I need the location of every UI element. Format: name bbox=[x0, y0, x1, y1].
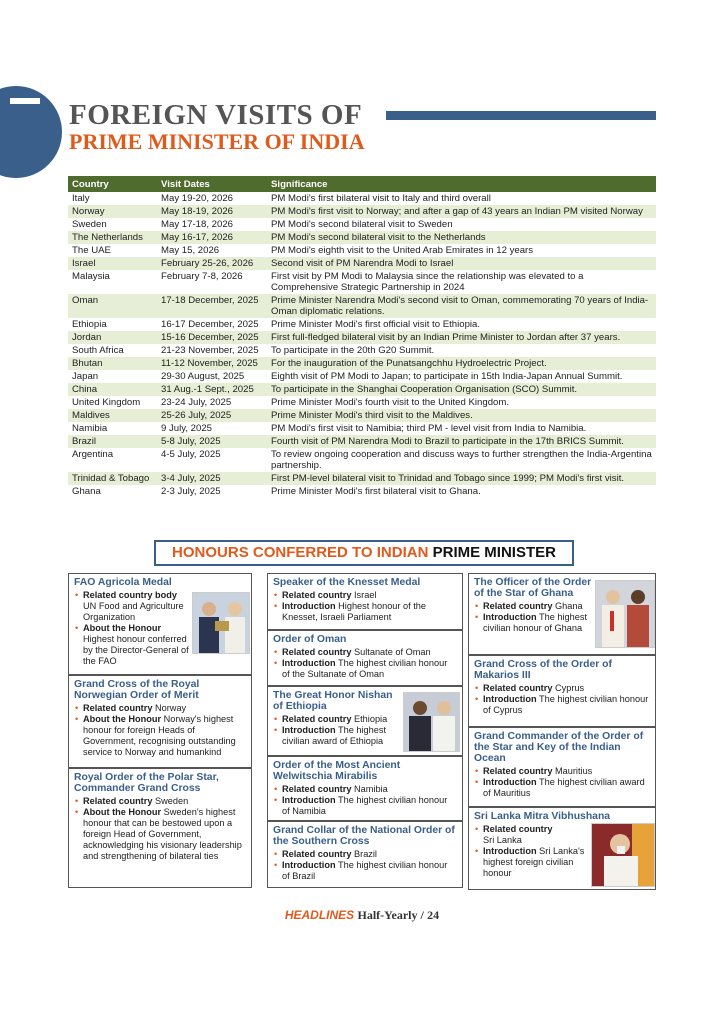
footer-brand: HEADLINES bbox=[284, 908, 355, 922]
honour-item: • Introduction The highest civilian award of Mauritius bbox=[474, 777, 650, 799]
honour-title: Grand Cross of the Order of Makarios III bbox=[474, 659, 612, 681]
honour-card-norway bbox=[68, 675, 252, 768]
dates-cell: 4-5 July, 2025 bbox=[161, 449, 221, 460]
visits-table bbox=[68, 176, 656, 498]
honour-item: • Related country Namibia bbox=[273, 784, 457, 795]
honour-item: • Related country Ghana bbox=[474, 601, 599, 612]
column-header: Significance bbox=[267, 176, 656, 192]
honour-title: Order of the Most Ancient Welwitschia Mirabilis bbox=[273, 760, 401, 782]
dates-cell: February 25-26, 2026 bbox=[157, 257, 267, 270]
table-row bbox=[68, 257, 656, 270]
country-cell: Sweden bbox=[72, 219, 107, 230]
table-row bbox=[68, 331, 656, 344]
honour-item: • Introduction The highest civilian honour of Cyprus bbox=[474, 694, 650, 716]
honour-card-sweden bbox=[68, 768, 252, 888]
significance-cell: Prime Minister Modi's first official visit to Ethiopia. bbox=[271, 319, 481, 330]
award-photo bbox=[591, 823, 655, 887]
honour-title: Sri Lanka Mitra Vibhushana bbox=[474, 811, 611, 822]
table-row bbox=[68, 294, 656, 318]
significance-cell: PM Modi's second bilateral visit to Sweden bbox=[271, 219, 453, 230]
dates-cell: 2-3 July, 2025 bbox=[161, 486, 221, 497]
dates-cell: May 15, 2026 bbox=[161, 245, 220, 256]
country-cell: Jordan bbox=[68, 331, 157, 344]
country-cell: Brazil bbox=[68, 435, 157, 448]
dates-cell: 5-8 July, 2025 bbox=[157, 435, 267, 448]
dates-cell: May 16-17, 2026 bbox=[157, 231, 267, 244]
dates-cell: May 19-20, 2026 bbox=[161, 193, 233, 204]
page-title: FOREIGN VISITS OF bbox=[69, 99, 363, 131]
table-row bbox=[68, 472, 656, 485]
honour-item: • Introduction Highest honour of the Knesset, Israeli Parliament bbox=[273, 601, 457, 623]
country-cell: Trinidad & Tobago bbox=[68, 472, 157, 485]
significance-cell: Prime Minister Narendra Modi's second visit to Oman, commemorating 70 years of India-Oman diplomatic relations. bbox=[267, 294, 656, 318]
honour-title: FAO Agricola Medal bbox=[74, 577, 172, 588]
country-cell: Oman bbox=[68, 294, 157, 318]
honour-title: Order of Oman bbox=[273, 634, 347, 645]
country-cell: Ghana bbox=[72, 486, 101, 497]
honour-item: • Related country Norway bbox=[74, 703, 246, 714]
honour-title: Grand Cross of the Royal Norwegian Order of Merit bbox=[74, 679, 200, 701]
dates-cell: 29-30 August, 2025 bbox=[161, 371, 245, 382]
dates-cell: 25-26 July, 2025 bbox=[157, 409, 267, 422]
honour-item: • Related country Israel bbox=[273, 590, 457, 601]
honour-item: • Related country Mauritius bbox=[474, 766, 650, 777]
significance-cell: Eighth visit of PM Modi to Japan; to participate in 15th India-Japan Annual Summit. bbox=[271, 371, 623, 382]
significance-cell: PM Modi's eighth visit to the United Arab Emirates in 12 years bbox=[271, 245, 534, 256]
page-subtitle: PRIME MINISTER OF INDIA bbox=[69, 129, 365, 154]
page-number: 24 bbox=[427, 908, 440, 922]
significance-cell: First visit by PM Modi to Malaysia since the relationship was elevated to a Comprehensive Strategic Partnership in 2024 bbox=[271, 271, 584, 293]
award-photo bbox=[192, 592, 250, 654]
country-cell: Japan bbox=[72, 371, 99, 382]
significance-cell: For the inauguration of the Punatsangchhu Hydroelectric Project. bbox=[267, 357, 656, 370]
honour-card-srilanka bbox=[468, 807, 656, 890]
significance-cell: To participate in the 20th G20 Summit. bbox=[271, 345, 435, 356]
section-tab-marker bbox=[0, 86, 62, 178]
country-cell: Namibia bbox=[72, 423, 108, 434]
country-cell: Bhutan bbox=[68, 357, 157, 370]
significance-cell: PM Modi's first visit to Namibia; third PM - level visit from India to Namibia. bbox=[271, 423, 587, 434]
country-cell: Ethiopia bbox=[72, 319, 107, 330]
dates-cell: May 18-19, 2026 bbox=[157, 205, 267, 218]
country-cell: The Netherlands bbox=[68, 231, 157, 244]
honour-title: Speaker of the Knesset Medal bbox=[273, 577, 421, 588]
honour-card-ghana bbox=[468, 573, 656, 655]
significance-cell: Prime Minister Modi's fourth visit to the United Kingdom. bbox=[271, 397, 510, 408]
country-cell: China bbox=[68, 383, 157, 396]
table-body bbox=[68, 192, 656, 498]
honour-item: • Related country Sultanate of Oman bbox=[273, 647, 457, 658]
honour-card-namibia bbox=[267, 756, 463, 821]
significance-cell: PM Modi's first visit to Norway; and after a gap of 43 years an Indian PM visited Norway bbox=[267, 205, 656, 218]
country-cell: The UAE bbox=[72, 245, 111, 256]
significance-cell: Fourth visit of PM Narendra Modi to Brazil to participate in the 17th BRICS Summit. bbox=[267, 435, 656, 448]
table-header-row bbox=[68, 176, 656, 192]
country-cell: South Africa bbox=[72, 345, 124, 356]
dates-cell: 3-4 July, 2025 bbox=[157, 472, 267, 485]
dates-cell: 31 Aug.-1 Sept., 2025 bbox=[157, 383, 267, 396]
significance-cell: First full-fledged bilateral visit by an Indian Prime Minister to Jordan after 37 years. bbox=[267, 331, 656, 344]
country-cell: Maldives bbox=[68, 409, 157, 422]
honour-item: • Related country Ethiopia bbox=[273, 714, 406, 725]
honours-banner bbox=[154, 540, 574, 566]
honour-item: • About the Honour Sweden's highest honour that can be bestowed upon a foreign Head of Government, acknowledging his visionary leadership and strengthening of bilateral ties bbox=[74, 807, 246, 862]
table-row bbox=[68, 485, 656, 498]
honour-item: • Introduction Sri Lanka's highest foreign civilian honour bbox=[474, 846, 591, 879]
honour-card-knesset bbox=[267, 573, 463, 630]
page-footer bbox=[0, 908, 724, 923]
table-row bbox=[68, 318, 656, 331]
table-row bbox=[68, 370, 656, 383]
significance-cell: To review ongoing cooperation and discuss ways to further strengthen the India-Argentina partnership. bbox=[271, 449, 652, 471]
honour-title: Grand Collar of the National Order of the Southern Cross bbox=[273, 825, 455, 847]
table-row bbox=[68, 344, 656, 357]
table-row bbox=[68, 270, 656, 294]
significance-cell: To participate in the Shanghai Cooperation Organisation (SCO) Summit. bbox=[267, 383, 656, 396]
column-header: Country bbox=[68, 176, 157, 192]
table-row bbox=[68, 231, 656, 244]
footer-edition: Half-Yearly / bbox=[357, 908, 424, 922]
honour-card-brazil bbox=[267, 821, 463, 888]
table-row bbox=[68, 409, 656, 422]
honour-item: • About the Honour Highest honour conferred by the Director-General of the FAO bbox=[74, 623, 191, 667]
dates-cell: 23-24 July, 2025 bbox=[161, 397, 232, 408]
honour-item: • Related country Sri Lanka bbox=[474, 824, 591, 846]
dates-cell: 15-16 December, 2025 bbox=[157, 331, 267, 344]
dates-cell: 17-18 December, 2025 bbox=[157, 294, 267, 318]
honour-item: • About the Honour Norway's highest honour for foreign Heads of Government, recognising outstanding service to Norway and humankind bbox=[74, 714, 246, 758]
award-photo bbox=[595, 580, 655, 648]
significance-cell: PM Modi's first bilateral visit to Italy and third overall bbox=[271, 193, 491, 204]
significance-cell: Prime Minister Modi's third visit to the Maldives. bbox=[267, 409, 656, 422]
country-cell: Argentina bbox=[72, 449, 114, 460]
honour-card-oman bbox=[267, 630, 463, 686]
table-row bbox=[68, 383, 656, 396]
table-row bbox=[68, 192, 656, 205]
honour-card-mauritius bbox=[468, 727, 656, 807]
dates-cell: February 7-8, 2026 bbox=[161, 271, 243, 282]
table-row bbox=[68, 218, 656, 231]
country-cell: Norway bbox=[68, 205, 157, 218]
honours-banner-black: PRIME MINISTER bbox=[432, 544, 556, 561]
table-row bbox=[68, 205, 656, 218]
significance-cell: First PM-level bilateral visit to Trinidad and Tobago since 1999; PM Modi's first visit. bbox=[267, 472, 656, 485]
honour-item: • Related country Brazil bbox=[273, 849, 457, 860]
dates-cell: May 17-18, 2026 bbox=[161, 219, 233, 230]
table-row bbox=[68, 448, 656, 472]
honour-item: • Introduction The highest civilian honour of the Sultanate of Oman bbox=[273, 658, 457, 680]
dates-cell: 9 July, 2025 bbox=[161, 423, 213, 434]
honour-item: • Related country body UN Food and Agriculture Organization bbox=[74, 590, 191, 623]
dates-cell: 16-17 December, 2025 bbox=[161, 319, 259, 330]
honour-card-ethiopia bbox=[267, 686, 463, 756]
dates-cell: 21-23 November, 2025 bbox=[161, 345, 259, 356]
honour-title: The Officer of the Order of the Star of Ghana bbox=[474, 577, 592, 599]
country-cell: Israel bbox=[68, 257, 157, 270]
honour-item: • Introduction The highest civilian honour of Brazil bbox=[273, 860, 457, 882]
column-header: Visit Dates bbox=[157, 176, 267, 192]
country-cell: Malaysia bbox=[72, 271, 110, 282]
honour-item: • Introduction The highest civilian award of Ethiopia bbox=[273, 725, 406, 747]
honours-banner-orange: HONOURS CONFERRED TO INDIAN bbox=[172, 544, 429, 561]
significance-cell: PM Modi's second bilateral visit to the Netherlands bbox=[267, 231, 656, 244]
table-row bbox=[68, 244, 656, 257]
significance-cell: Prime Minister Modi's first bilateral visit to Ghana. bbox=[271, 486, 481, 497]
significance-cell: Second visit of PM Narendra Modi to Israel bbox=[267, 257, 656, 270]
honour-title: Grand Commander of the Order of the Star and Key of the Indian Ocean bbox=[474, 731, 644, 764]
honour-item: • Introduction The highest civilian honour of Ghana bbox=[474, 612, 599, 634]
header-rule bbox=[386, 111, 656, 120]
table-row bbox=[68, 396, 656, 409]
table-row bbox=[68, 422, 656, 435]
honour-title: Royal Order of the Polar Star, Commander Grand Cross bbox=[74, 772, 219, 794]
honour-card-cyprus bbox=[468, 655, 656, 727]
table-row bbox=[68, 357, 656, 370]
table-row bbox=[68, 435, 656, 448]
honour-card-fao bbox=[68, 573, 252, 675]
country-cell: United Kingdom bbox=[72, 397, 141, 408]
honour-item: • Related country Cyprus bbox=[474, 683, 650, 694]
country-cell: Italy bbox=[72, 193, 90, 204]
honour-title: The Great Honor Nishan of Ethiopia bbox=[273, 690, 393, 712]
award-photo bbox=[403, 692, 460, 752]
honour-item: • Related country Sweden bbox=[74, 796, 246, 807]
honour-item: • Introduction The highest civilian honour of Namibia bbox=[273, 795, 457, 817]
dates-cell: 11-12 November, 2025 bbox=[157, 357, 267, 370]
